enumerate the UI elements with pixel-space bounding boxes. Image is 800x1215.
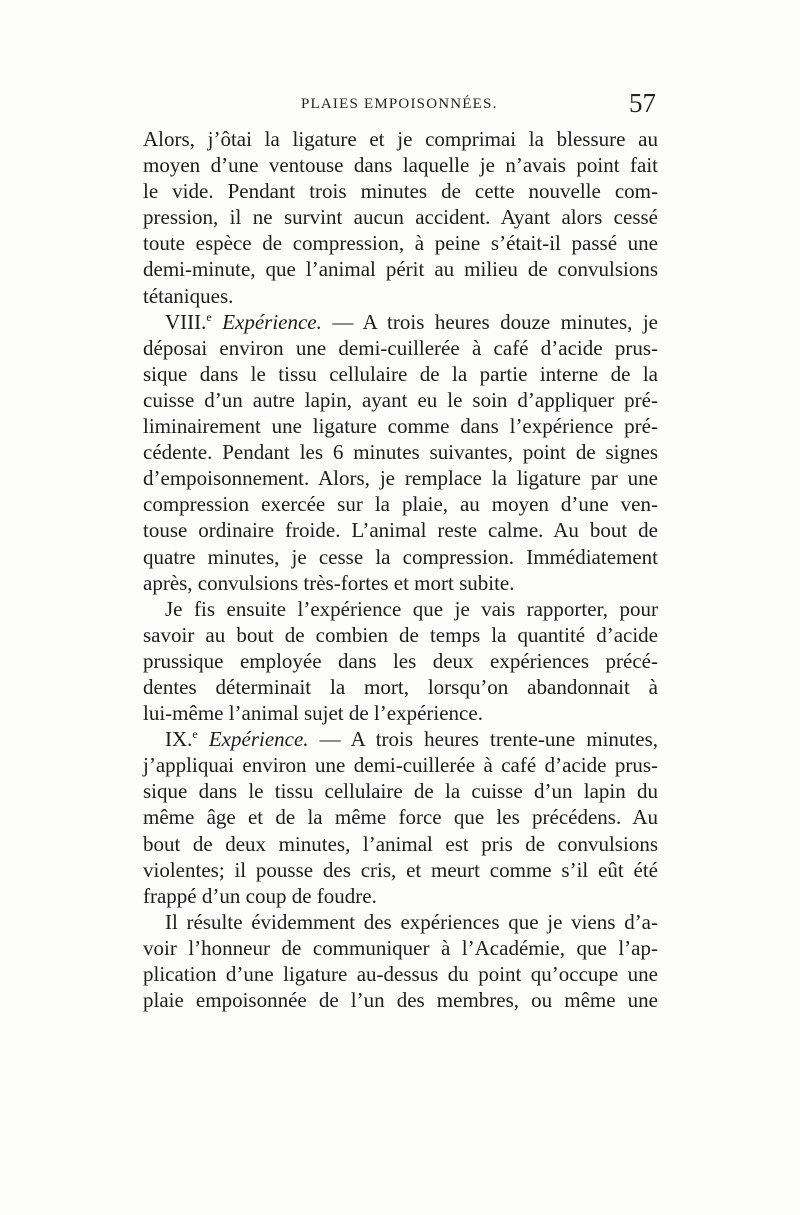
- body-text: [143, 126, 658, 1013]
- text-line: cuisse d’un autre lapin, ayant eu le soin d’appliquer pré-: [143, 387, 658, 412]
- text-line: sique dans le tissu cellulaire de la cuisse d’un lapin du: [143, 779, 658, 804]
- page-header: [143, 88, 658, 124]
- text-line: j’appliquai environ une demi-cuillerée à café d’acide prus-: [143, 753, 658, 778]
- experiment-text: — A trois heures trente-une minutes,: [308, 727, 659, 752]
- text-line: Alors, j’ôtai la ligature et je comprimai la blessure au: [143, 127, 658, 151]
- text-line: voir l’honneur de communiquer à l’Académie, que l’ap-: [143, 935, 658, 960]
- text-line: bout de deux minutes, l’animal est pris de convulsions: [143, 831, 658, 856]
- text-line: cédente. Pendant les 6 minutes suivantes, point de signes: [143, 440, 658, 465]
- ordinal-suffix: e: [206, 309, 212, 324]
- text-line: plication d’une ligature au-dessus du point qu’occupe une: [143, 962, 658, 986]
- text-line: Je fis ensuite l’expérience que je vais rapporter, pour: [165, 596, 658, 621]
- text-line: violentes; il pousse des cris, et meurt comme s’il eût été: [143, 857, 658, 882]
- text-line: touse ordinaire froide. L’animal reste calme. Au bout de: [143, 518, 658, 543]
- text-line: même âge et de la même force que les précédens. Au: [143, 805, 658, 830]
- text-line: compression exercée sur la plaie, au moyen d’une ven-: [143, 492, 658, 517]
- experiment-text: — A trois heures douze minutes, je: [321, 309, 658, 334]
- experiment-heading-line: [143, 726, 658, 752]
- experiment-number: VIII.: [165, 309, 207, 334]
- text-line: moyen d’une ventouse dans laquelle je n’avais point fait: [143, 153, 658, 178]
- page-number: 57: [629, 88, 656, 118]
- text-line: plaie empoisonnée de l’un des membres, ou même une: [143, 988, 658, 1013]
- text-line: savoir au bout de combien de temps la quantité d’acide: [143, 622, 658, 647]
- text-line: le vide. Pendant trois minutes de cette nouvelle com-: [143, 179, 658, 204]
- text-line: frappé d’un coup de foudre.: [143, 883, 377, 908]
- experiment-label: Expérience.: [222, 309, 322, 334]
- running-title: PLAIES EMPOISONNÉES.: [301, 96, 498, 112]
- text-line: sique dans le tissu cellulaire de la partie interne de la: [143, 361, 658, 386]
- text-line: dentes déterminait la mort, lorsqu’on abandonnait à: [143, 674, 658, 699]
- text-line: d’empoisonnement. Alors, je remplace la ligature par une: [143, 466, 658, 491]
- text-line: pression, il ne survint aucun accident. Ayant alors cessé: [143, 205, 658, 230]
- text-line: après, convulsions très-fortes et mort subite.: [143, 570, 515, 595]
- experiment-heading-line: [143, 309, 658, 335]
- ordinal-suffix: e: [192, 727, 198, 742]
- text-line: lui-même l’animal sujet de l’expérience.: [143, 701, 483, 726]
- text-line: déposai environ une demi-cuillerée à café d’acide prus-: [143, 335, 658, 360]
- text-line: quatre minutes, je cesse la compression. Immédiatement: [143, 544, 658, 569]
- experiment-label: Expérience.: [208, 727, 309, 752]
- text-line: toute espèce de compression, à peine s’était-il passé une: [143, 231, 658, 256]
- text-line: prussique employée dans les deux expériences précé-: [143, 648, 658, 673]
- text-line: tétaniques.: [143, 283, 234, 308]
- text-line: demi-minute, que l’animal périt au milieu de convulsions: [143, 257, 658, 282]
- text-line: Il résulte évidemment des expériences que je viens d’a-: [165, 909, 658, 934]
- experiment-number: IX.: [165, 727, 193, 752]
- text-line: liminairement une ligature comme dans l’expérience pré-: [143, 414, 658, 439]
